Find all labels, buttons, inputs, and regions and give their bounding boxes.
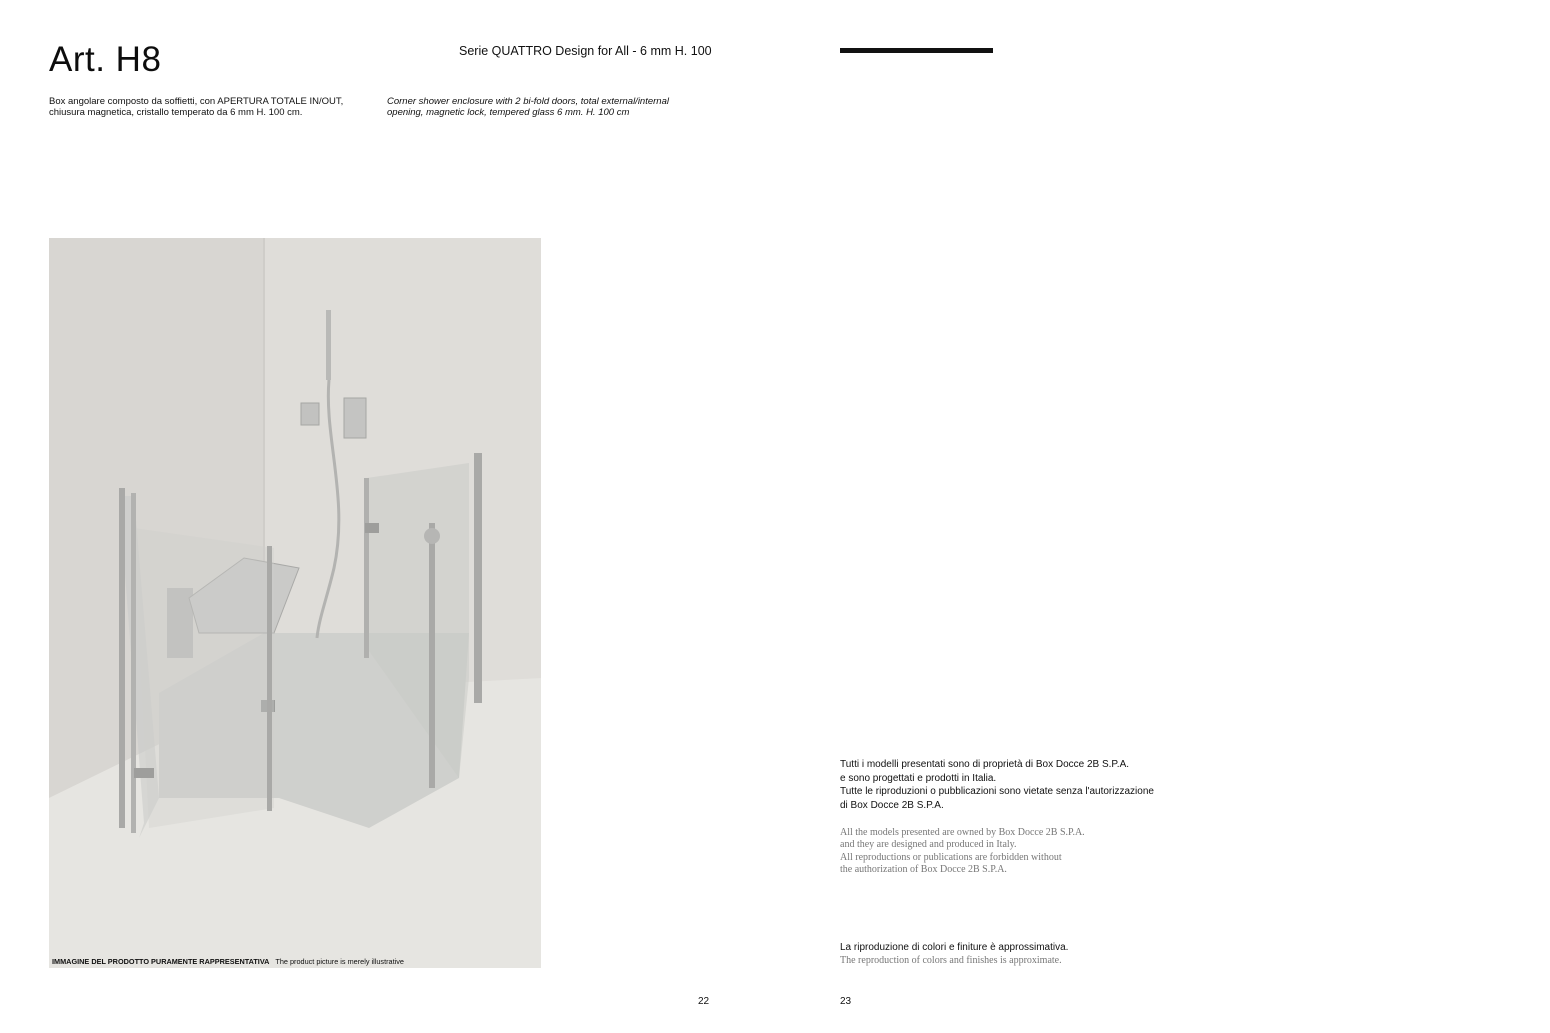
ownership-italian-line: e sono progettati e prodotti in Italia.: [840, 772, 997, 784]
product-title: Art. H8: [49, 40, 162, 79]
right-profile: [474, 453, 482, 703]
ownership-notice-italian: [840, 758, 1200, 813]
hinge: [134, 768, 154, 778]
right-door-edge: [364, 478, 369, 658]
ownership-english-line: the authorization of Box Docce 2B S.P.A.: [840, 863, 1007, 875]
color-disclaimer-italian: La riproduzione di colori e finiture è approssimativa.: [840, 942, 1069, 953]
ownership-italian-line: Tutti i modelli presentati sono di proprietà di Box Docce 2B S.P.A.: [840, 759, 1130, 770]
left-profile: [119, 488, 125, 828]
description-english: [387, 96, 717, 118]
ownership-italian-line: Tutte le riproduzioni o pubblicazioni sono vietate senza l'autorizzazione: [840, 786, 1154, 798]
description-english-line: opening, magnetic lock, tempered glass 6 mm. H. 100 cm: [387, 107, 630, 118]
product-photo: [49, 238, 541, 968]
shower-enclosure-illustration: [49, 238, 541, 968]
description-italian: [49, 96, 379, 118]
section-bar: [840, 48, 993, 53]
caption-disclaimer-en: The product picture is merely illustrative: [275, 957, 404, 966]
description-italian-line: chiusura magnetica, cristallo temperato da 6 mm H. 100 cm.: [49, 107, 303, 118]
page-number-left: 22: [698, 996, 710, 1007]
ownership-italian-line: di Box Docce 2B S.P.A.: [840, 800, 944, 812]
page-number-right: 23: [840, 996, 852, 1007]
caption-disclaimer-it: IMMAGINE DEL PRODOTTO PURAMENTE RAPPRESENTATIVA: [52, 957, 270, 966]
color-disclaimer-english: The reproduction of colors and finishes is approximate.: [840, 955, 1062, 966]
ownership-english-line: All reproductions or publications are forbidden without: [840, 851, 1062, 863]
magnetic-lock: [365, 523, 379, 533]
wall-connector: [301, 403, 319, 425]
right-door-post: [429, 523, 435, 788]
mixer-valve: [344, 398, 366, 438]
description-english-line: Corner shower enclosure with 2 bi-fold doors, total external/internal: [387, 96, 669, 107]
ownership-english-line: All the models presented are owned by Box Docce 2B S.P.A.: [840, 827, 1085, 838]
left-door-panel: [134, 528, 274, 828]
ownership-notice-english: [840, 827, 1200, 876]
ownership-english-line: and they are designed and produced in Italy.: [840, 839, 1017, 851]
hand-shower: [326, 310, 331, 380]
left-door-post: [267, 546, 272, 811]
photo-caption: [52, 957, 404, 966]
series-heading: Serie QUATTRO Design for All - 6 mm H. 100: [459, 44, 712, 58]
door-knob: [424, 528, 440, 544]
description-italian-line: Box angolare composto da soffietti, con APERTURA TOTALE IN/OUT,: [49, 96, 344, 107]
left-profile-inner: [131, 493, 136, 833]
